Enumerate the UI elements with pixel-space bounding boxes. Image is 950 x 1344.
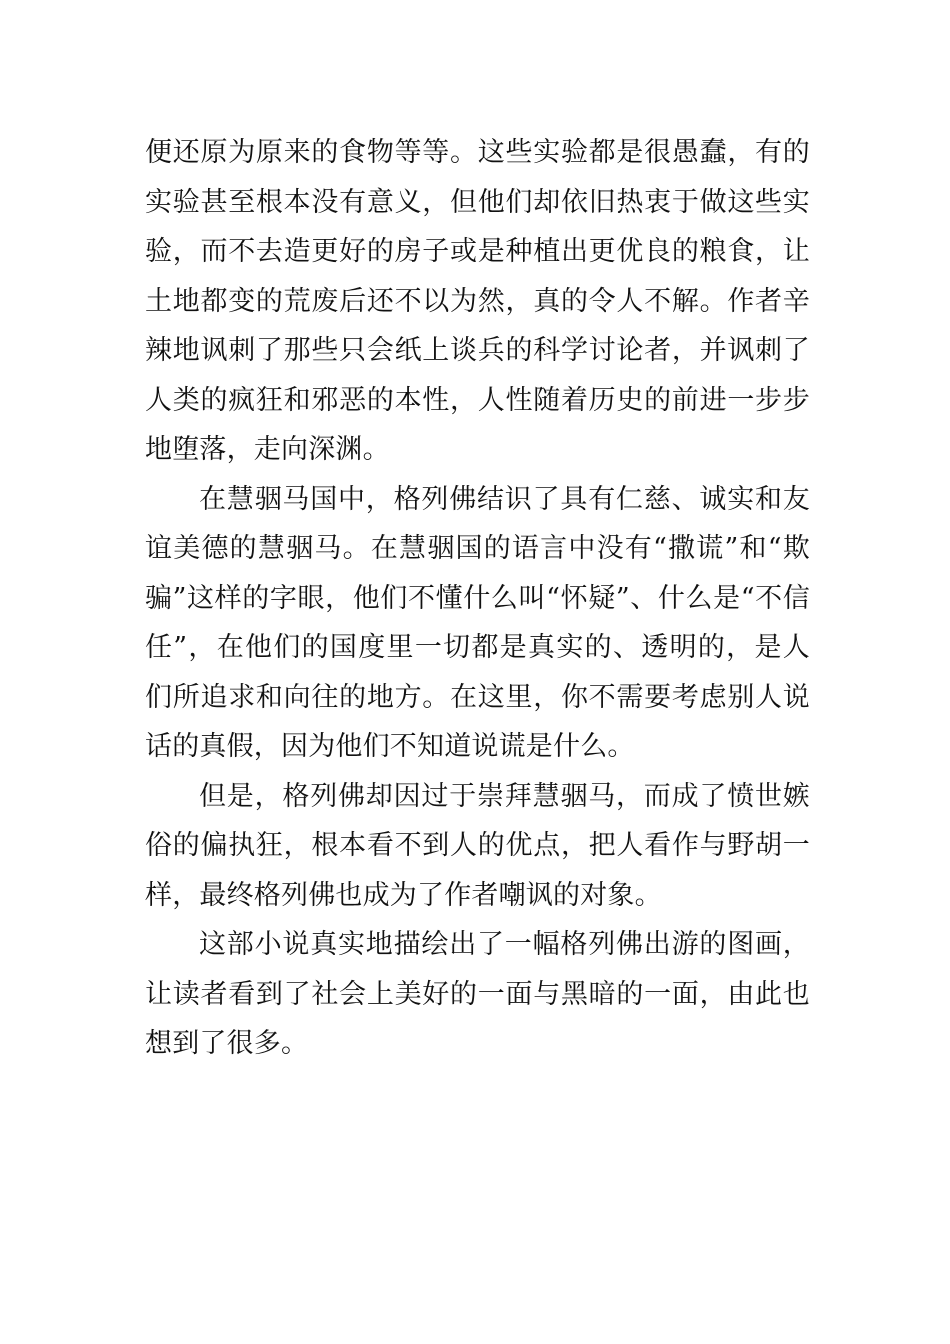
paragraph-1: 便还原为原来的食物等等。这些实验都是很愚蠢，有的实验甚至根本没有意义，但他们却依旧热衷于做这些实验，而不去造更好的房子或是种植出更优良的粮食，让土地都变的荒废后还不以为然，真的令人不解。作者辛辣地讽刺了那些只会纸上谈兵的科学讨论者，并讽刺了人类的疯狂和邪恶的本性，人性随着历史的前进一步步地堕落，走向深渊。 bbox=[145, 137, 810, 465]
document-body bbox=[145, 128, 810, 1069]
paragraph-3: 但是，格列佛却因过于崇拜慧骃马，而成了愤世嫉俗的偏执狂，根本看不到人的优点，把人看作与野胡一样，最终格列佛也成为了作者嘲讽的对象。 bbox=[145, 780, 810, 911]
paragraph-4: 这部小说真实地描绘出了一幅格列佛出游的图画，让读者看到了社会上美好的一面与黑暗的一面，由此也想到了很多。 bbox=[145, 929, 810, 1059]
paragraph-2: 在慧骃马国中，格列佛结识了具有仁慈、诚实和友谊美德的慧骃马。在慧骃国的语言中没有“撒谎”和“欺骗”这样的字眼，他们不懂什么叫“怀疑”、什么是“不信任”，在他们的国度里一切都是真实的、透明的，是人们所追求和向往的地方。在这里，你不需要考虑别人说话的真假，因为他们不知道说谎是什么。 bbox=[145, 483, 810, 762]
